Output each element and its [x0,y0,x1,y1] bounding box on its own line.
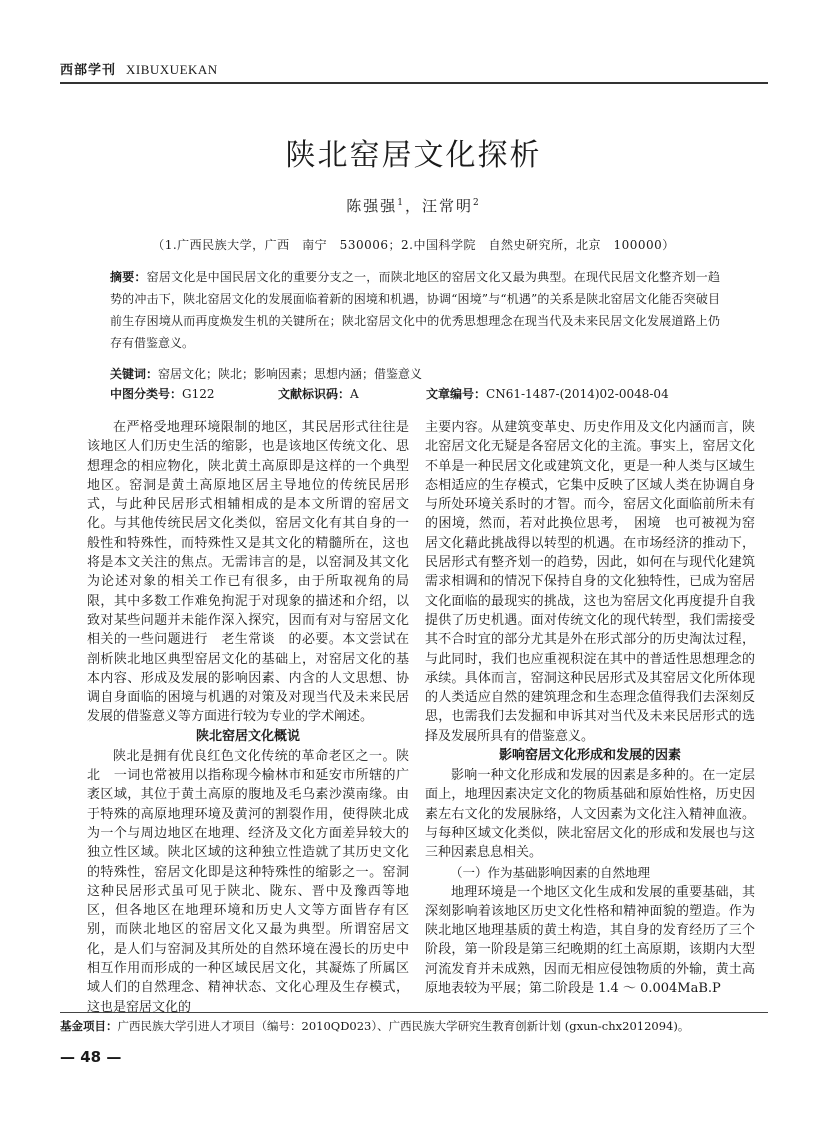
article-id-value: CN61-1487-(2014)02-0048-04 [486,387,669,401]
body-column-left [87,418,409,1017]
article-id-label: 文章编号： [426,387,487,401]
footnote-label: 基金项目： [60,1019,118,1033]
funding-footnote [60,1018,770,1034]
footnote-text: 广西民族大学引进人才项目（编号：2010QD023）、广西民族大学研究生教育创新计划 (gxun-chx2012094)。 [117,1019,690,1033]
journal-name: 西部学刊 [60,63,117,78]
body-column-right [425,418,755,998]
section-heading-overview: 陕北窑居文化概说 [195,728,300,744]
abstract-text: 窑居文化是中国民居文化的重要分支之一，而陕北地区的窑居文化又最为典型。在现代民居文化整齐划一趋势的冲击下，陕北窑居文化的发展面临着新的困境和机遇，协调“困境”与“机遇”的关系是陕北窑居文化能否突破目前生存困境从而再度焕发生机的关键所在；陕北窑居文化中的优秀思想理念在现当代及未来民居文化发展道路上仍存有借鉴意义。 [110,270,720,350]
journal-pinyin: XIBUXUEKAN [126,62,218,77]
author-separator: ， [404,197,422,215]
keywords-label: 关键词： [110,367,159,381]
intro-paragraph: 在严格受地理环境限制的地区，其民居形式往往是该地区人们历史生活的缩影，也是该地区传统文化、思想理念的相应物化，陕北黄土高原即是这样的一个典型地区。窑洞是黄土高原地区居主导地位的传统民居形式，与此种民居形式相辅相成的是本文所谓的窑居文化。与其他传统民居文化类似，窑居文化有其自身的一般性和特殊性，而特殊性又是其文化的精髓所在，这也将是本文关注的焦点。无需讳言的是，以窑洞及其文化为论述对象的相关工作已有很多，由于所取视角的局限，其中多数工作难免拘泥于对现象的描述和介绍，以致对某些问题并未能作深入探究，因而有对与窑居文化相关的一些问题进行 老生常谈 的必要。本文尝试在剖析陕北地区典型窑居文化的基础上，对窑居文化的基本内容、形成及发展的影响因素、内含的人文思想、协调自身面临的困境与机遇的对策及对现当代及未来民居发展的借鉴意义等方面进行较为专业的学术阐述。 [87,420,409,725]
footnote-rule [60,1012,768,1013]
page-number: — 48 — [60,1048,122,1066]
clc-code [110,384,278,404]
header-rule [60,82,768,84]
doc-value: A [350,387,359,401]
author-2: 汪常明 [422,197,474,215]
affiliation: （1.广西民族大学，广西 南宁 530006；2.中国科学院 自然史研究所，北京 100000） [152,238,675,252]
author-1: 陈强强 [346,197,398,215]
author-1-sup: 1 [397,198,405,208]
classification-line [110,384,750,404]
keywords [110,364,720,384]
abstract-label: 摘要： [110,270,147,284]
keywords-text: 窑居文化；陕北；影响因素；思想内涵；借鉴意义 [158,367,423,381]
section-heading-factors: 影响窑居文化形成和发展的因素 [498,748,681,764]
doc-label: 文献标识码： [278,387,351,401]
subsection-heading-geography: （一）作为基础影响因素的自然地理 [450,864,651,880]
clc-value: G122 [182,387,215,401]
geography-paragraph: 地理环境是一个地区文化生成和发展的重要基础，其深刻影响着该地区历史文化性格和精神面貌的塑造。作为陕北地区地理基质的黄土构造，其自身的发育经历了三个阶段，第一阶段是第三纪晚期的红土高原期，该期内大型河流发育并未成熟，因而无相应侵蚀物质的外输，黄土高原地表较为平展；第二阶段是 1.4 ～ 0.004MaB.P [425,884,755,997]
author-2-sup: 2 [473,198,481,208]
article-title: 陕北窑居文化探析 [285,138,542,173]
running-header [60,62,770,79]
continued-paragraph: 主要内容。从建筑变革史、历史作用及文化内涵而言，陕北窑居文化无疑是各窑居文化的主流。事实上，窑居文化不单是一种民居文化或建筑文化，更是一种人类与区域生态相适应的生存模式，它集中反映了区域人类在协调自身与所处环境关系时的才智。而今，窑居文化面临前所未有的困境，然而，若对此换位思考， 困境 也可被视为窑居文化藉此挑战得以转型的机遇。在市场经济的推动下，民居形式有整齐划一的趋势，因此，如何在与现代化建筑需求相调和的情况下保持自身的文化独特性，已成为窑居文化面临的最现实的挑战，这也为窑居文化再度提升自我提供了历史机遇。面对传统文化的现代转型，我们需接受其不合时宜的部分尤其是外在形式部分的历史淘汰过程，与此同时，我们也应重视积淀在其中的普适性思想理念的承续。具体而言，窑洞这种民居形式及其窑居文化所体现的人类适应自然的建筑理念和生态理念值得我们去深刻反思，也需我们去发掘和申诉其对当代及未来民居形式的选择及发展所具有的借鉴意义。 [425,420,755,744]
factors-paragraph: 影响一种文化形成和发展的因素是多种的。在一定层面上，地理因素决定文化的物质基础和原始性格，历史因素左右文化的发展脉络，人文因素为文化注入精神血液。与每种区域文化类似，陕北窑居文化的形成和发展也与这三种因素息息相关。 [425,768,755,861]
author-line [0,195,827,216]
article-id [426,384,669,404]
clc-label: 中图分类号： [110,387,183,401]
overview-paragraph: 陕北是拥有优良红色文化传统的革命老区之一。陕北 一词也常被用以指称现今榆林市和延安市所辖的广袤区域，其位于黄土高原的腹地及毛乌素沙漠南缘。由于特殊的高原地理环境及黄河的割裂作用，使得陕北成为一个与周边地区在地理、经济及文化方面差异较大的独立性区域。陕北区域的这种独立性造就了其历史文化的特殊性，窑居文化即是这种特殊性的缩影之一。窑洞这种民居形式虽可见于陕北、陇东、晋中及豫西等地区，但各地区在地理环境和历史人文等方面皆存有区别，而陕北地区的窑居文化又最为典型。所谓窑居文化，是人们与窑洞及其所处的自然环境在漫长的历史中相互作用而形成的一种区域民居文化，其凝炼了所属区域人们的自然理念、精神状态、文化心理及生存模式，这也是窑居文化的 [87,748,409,1015]
doc-code [278,384,426,404]
abstract [110,266,720,354]
